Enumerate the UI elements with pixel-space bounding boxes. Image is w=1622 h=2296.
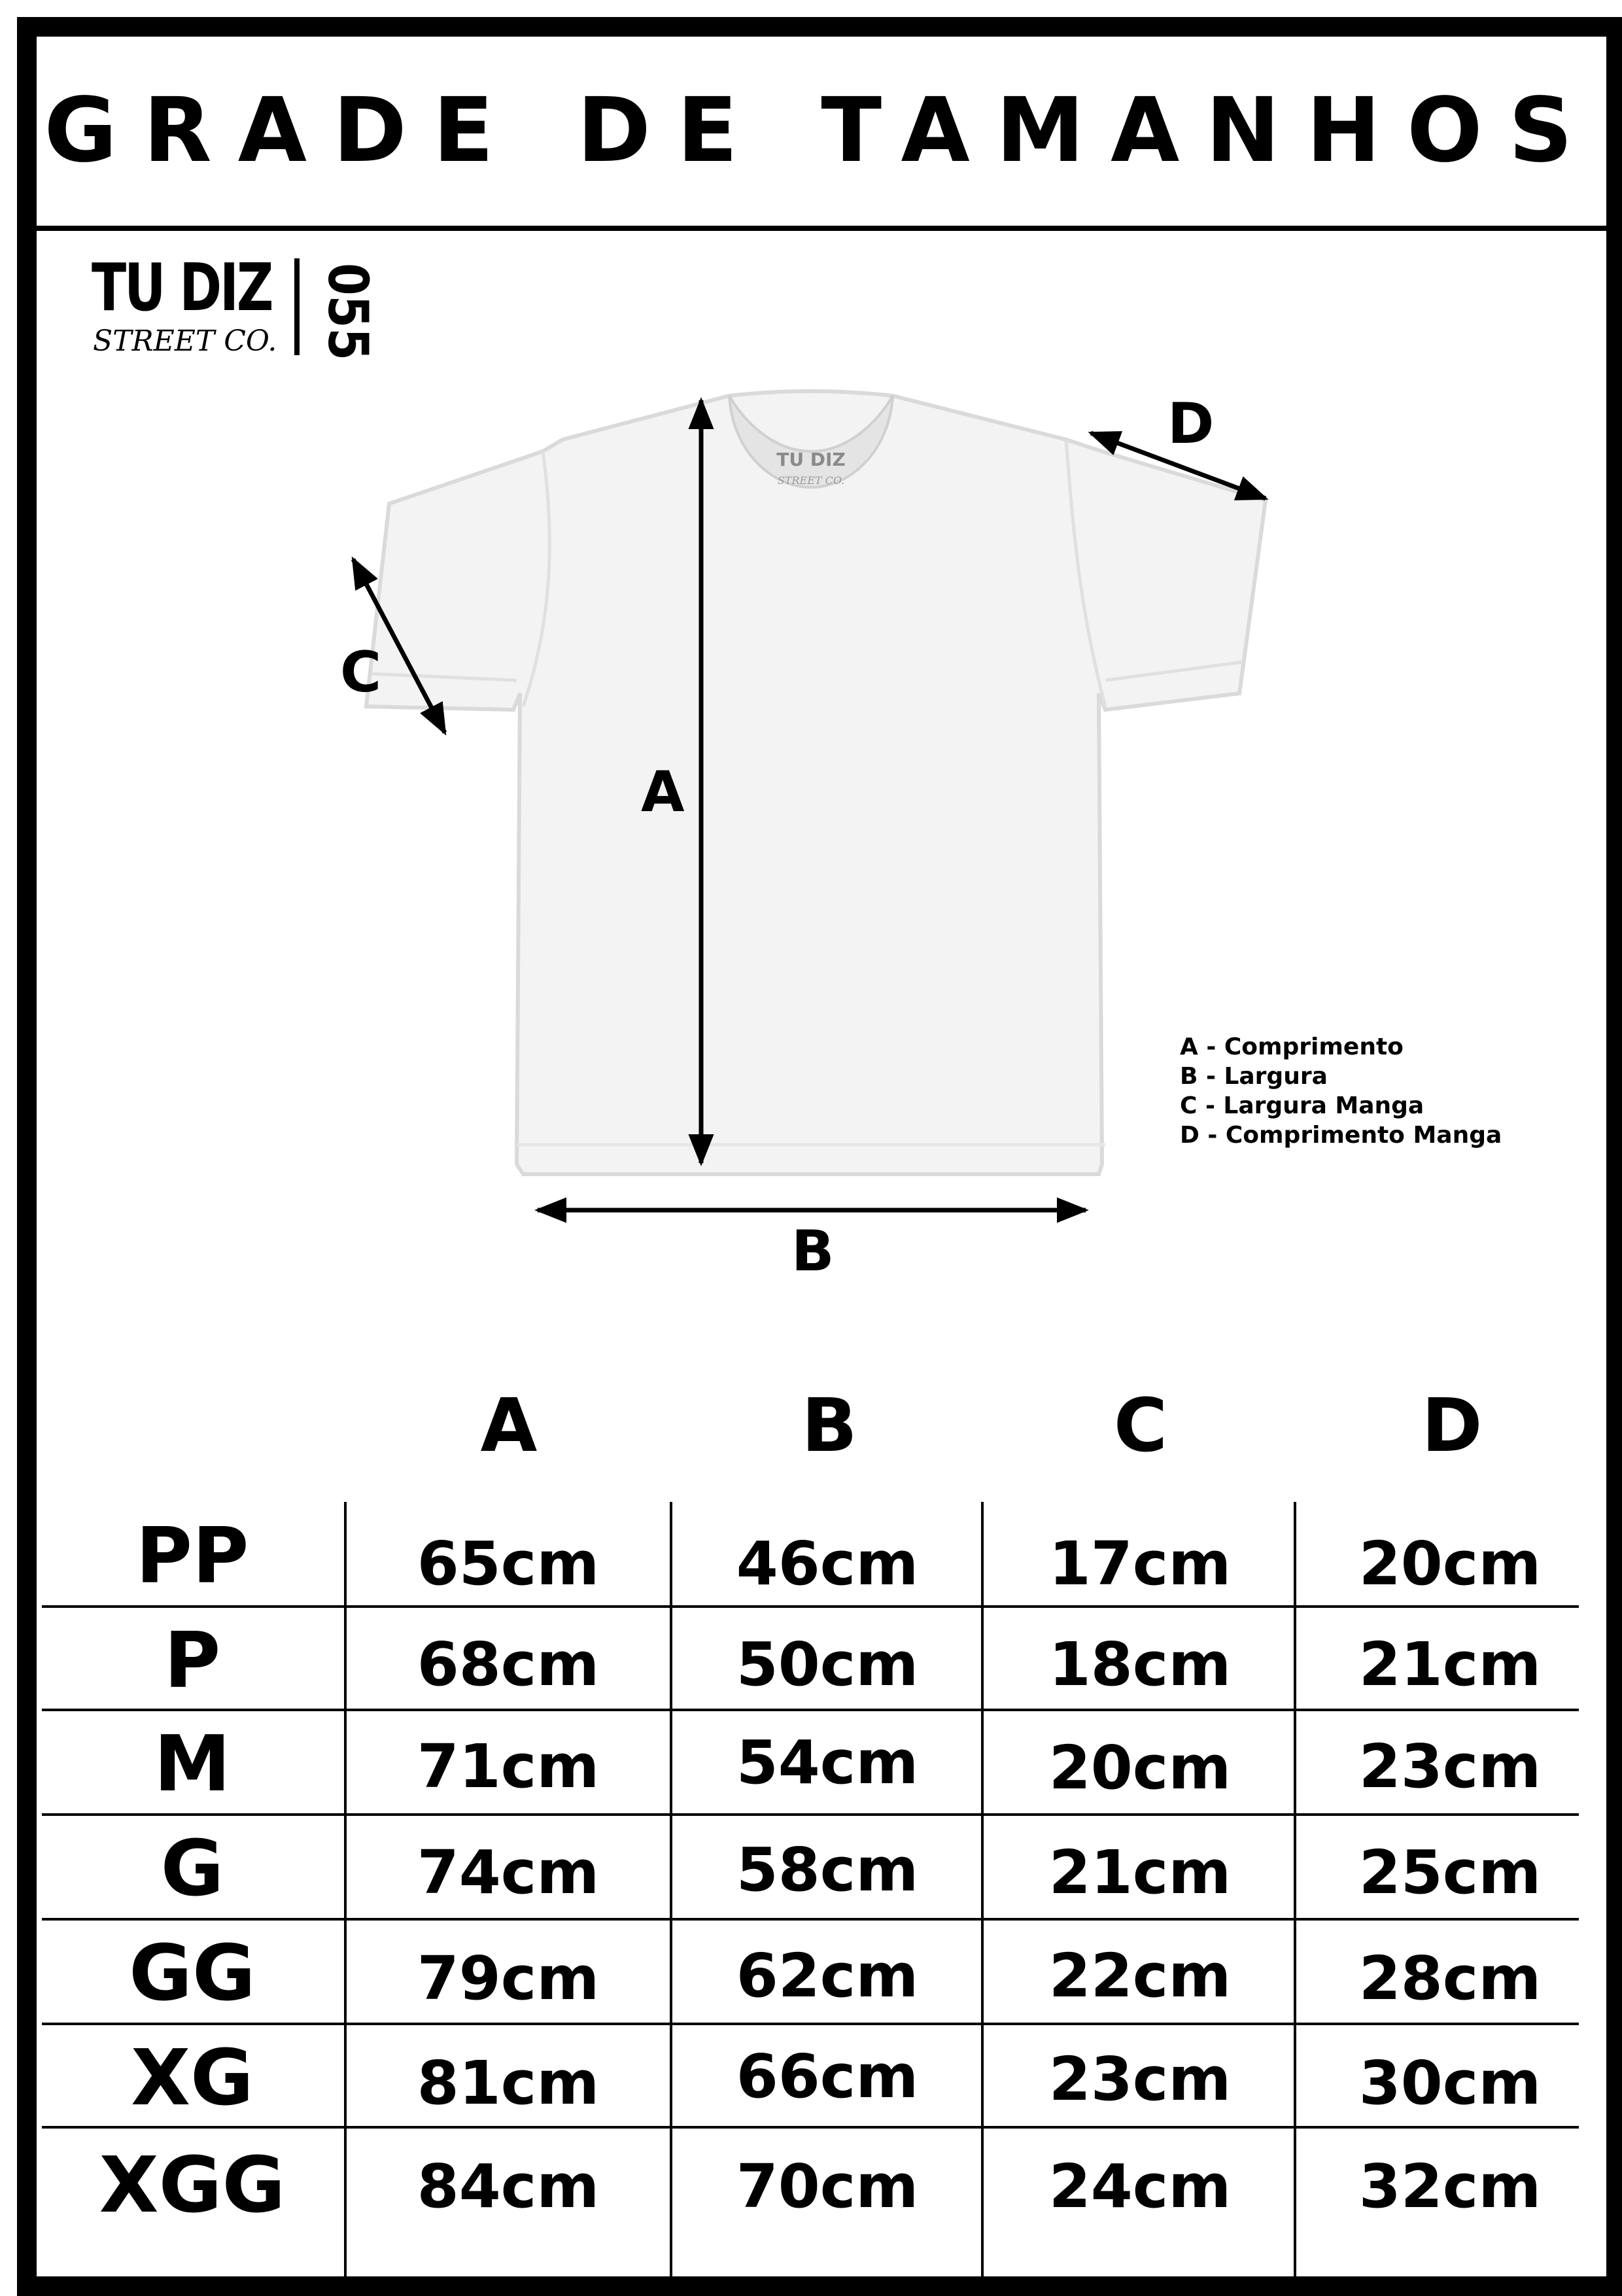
cell-xgg-b: 70cm [736, 2151, 919, 2221]
cell-gg-b: 62cm [736, 1941, 919, 2011]
cell-pp-c: 17cm [1048, 1529, 1232, 1599]
label-b: B [791, 1219, 835, 1284]
cell-gg-c: 22cm [1048, 1941, 1232, 2011]
cell-p-a: 68cm [417, 1629, 600, 1699]
column-header-b: B [801, 1383, 857, 1469]
cell-p-d: 21cm [1358, 1629, 1542, 1699]
shirt-print-main: TU DIZ [776, 449, 846, 470]
cell-xg-b: 66cm [736, 2042, 919, 2112]
cell-pp-a: 65cm [417, 1529, 600, 1599]
logo-number: 055 [316, 263, 380, 361]
row-divider [42, 2023, 1579, 2025]
cell-m-a: 71cm [417, 1731, 600, 1801]
size-label-xg: XG [131, 2032, 254, 2123]
cell-xgg-a: 84cm [417, 2151, 600, 2221]
cell-m-d: 23cm [1358, 1731, 1542, 1801]
cell-xg-d: 30cm [1358, 2048, 1542, 2118]
cell-pp-d: 20cm [1358, 1529, 1542, 1599]
page-title: GRADE DE TAMANHOS [44, 79, 1599, 183]
cell-gg-d: 28cm [1358, 1943, 1542, 2013]
row-divider [42, 1813, 1579, 1816]
size-label-p: P [164, 1615, 221, 1705]
column-divider [981, 1502, 984, 2282]
legend-item-c: C - Largura Manga [1180, 1092, 1424, 1119]
size-label-xgg: XGG [99, 2140, 286, 2230]
column-header-a: A [480, 1383, 538, 1469]
cell-g-a: 74cm [417, 1837, 600, 1907]
label-d: D [1167, 391, 1215, 457]
cell-g-d: 25cm [1358, 1837, 1542, 1907]
cell-p-b: 50cm [736, 1629, 919, 1699]
column-divider [670, 1502, 672, 2282]
cell-g-c: 21cm [1048, 1837, 1232, 1907]
logo-sub-text: STREET CO. [93, 324, 277, 358]
cell-m-b: 54cm [736, 1728, 919, 1798]
legend-item-a: A - Comprimento [1180, 1034, 1404, 1060]
row-divider [42, 1918, 1579, 1921]
label-a: A [641, 759, 685, 825]
size-label-m: M [154, 1718, 231, 1809]
size-label-gg: GG [129, 1928, 256, 2018]
cell-g-b: 58cm [736, 1835, 919, 1905]
cell-m-c: 20cm [1048, 1733, 1232, 1803]
size-label-pp: PP [135, 1510, 249, 1601]
row-divider [42, 1709, 1579, 1711]
logo-main-text: TU DIZ [92, 249, 272, 326]
column-header-d: D [1421, 1383, 1483, 1469]
cell-xg-a: 81cm [417, 2048, 600, 2118]
row-divider [42, 1605, 1579, 1608]
legend-item-d: D - Comprimento Manga [1180, 1122, 1502, 1149]
cell-xgg-c: 24cm [1048, 2151, 1232, 2221]
column-divider [344, 1502, 347, 2282]
cell-xgg-d: 32cm [1358, 2151, 1542, 2221]
row-divider [42, 2126, 1579, 2129]
measurement-legend [1180, 1032, 1502, 1150]
size-label-g: G [160, 1823, 224, 1913]
column-header-c: C [1113, 1383, 1168, 1469]
shirt-print-sub: STREET CO. [777, 474, 845, 487]
cell-pp-b: 46cm [736, 1529, 919, 1599]
tshirt-shape [366, 391, 1266, 1174]
label-c: C [340, 640, 382, 705]
cell-gg-a: 79cm [417, 1943, 600, 2013]
legend-item-b: B - Largura [1180, 1063, 1328, 1090]
cell-p-c: 18cm [1048, 1629, 1232, 1699]
cell-xg-c: 23cm [1048, 2044, 1232, 2114]
